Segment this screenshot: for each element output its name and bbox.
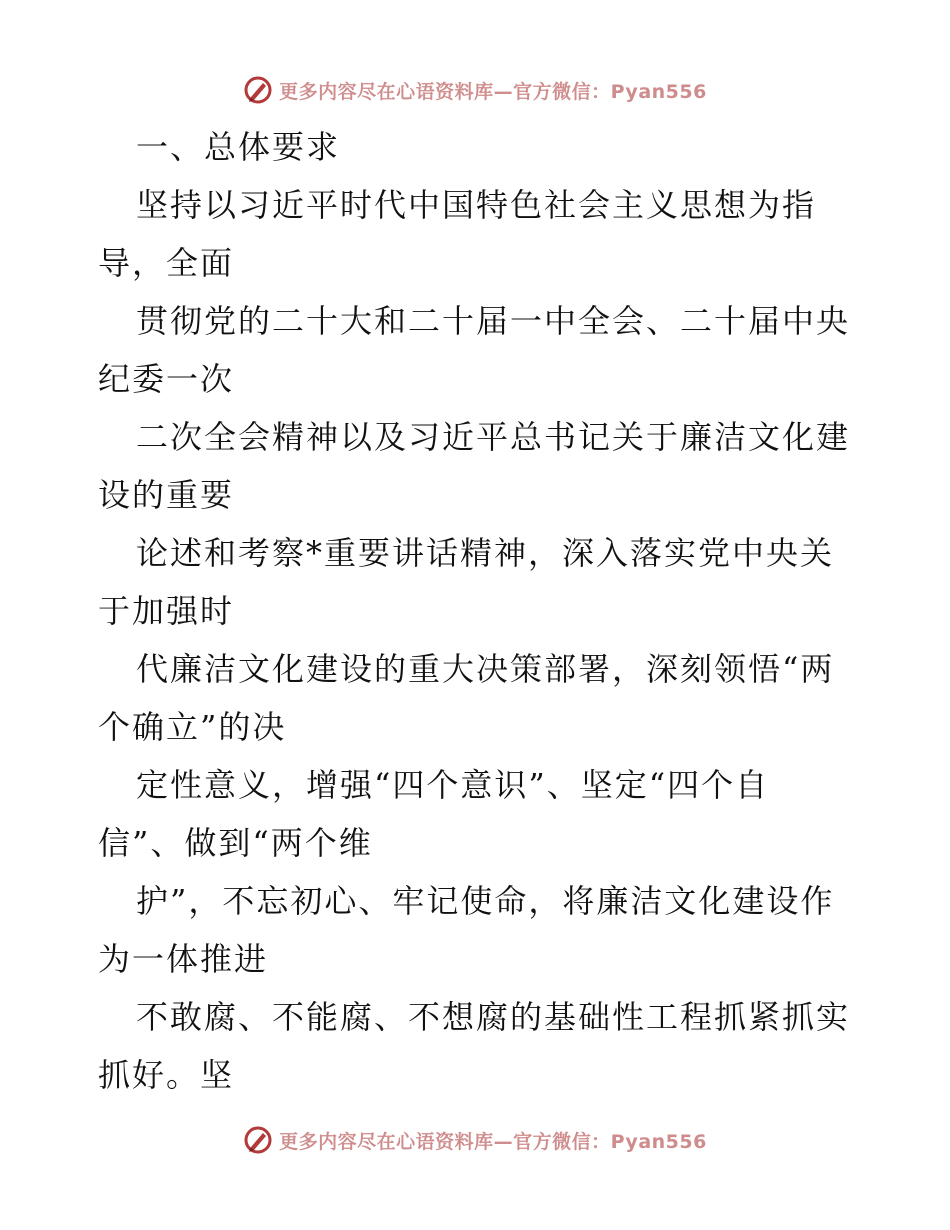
paragraph-line: 抓好。坚	[98, 1056, 235, 1094]
watermark-header	[0, 70, 950, 110]
paragraph-line: 于加强时	[98, 592, 235, 630]
paragraph-line: 代廉洁文化建设的重大决策部署，深刻领悟“两	[136, 650, 835, 688]
watermark-text: 更多内容尽在心语资料库—官方微信：Pyan556	[279, 1130, 707, 1153]
paragraph-line: 信”、做到“两个维	[98, 824, 373, 862]
paragraph-line: 贯彻党的二十大和二十届一中全会、二十届中央	[136, 302, 851, 340]
paragraph-line: 定性意义，增强“四个意识”、坚定“四个自	[136, 766, 770, 804]
paragraph-line: 不敢腐、不能腐、不想腐的基础性工程抓紧抓实	[136, 998, 851, 1036]
document-body	[98, 118, 858, 1104]
paragraph-line: 坚持以习近平时代中国特色社会主义思想为指	[136, 186, 817, 224]
paragraph-line: 个确立”的决	[98, 708, 287, 746]
section-heading: 一、总体要求	[136, 128, 341, 166]
paragraph-line: 二次全会精神以及习近平总书记关于廉洁文化建	[136, 418, 851, 456]
watermark-footer	[0, 1120, 950, 1160]
pen-logo-icon	[243, 75, 273, 105]
watermark-text: 更多内容尽在心语资料库—官方微信：Pyan556	[279, 80, 707, 103]
paragraph-line: 论述和考察*重要讲话精神，深入落实党中央关	[136, 534, 835, 572]
paragraph-line: 护”，不忘初心、牢记使命，将廉洁文化建设作	[136, 882, 835, 920]
paragraph-line: 设的重要	[98, 476, 235, 514]
paragraph-line: 为一体推进	[98, 940, 269, 978]
pen-logo-icon	[243, 1125, 273, 1155]
paragraph-line: 导，全面	[98, 244, 235, 282]
paragraph-line: 纪委一次	[98, 360, 235, 398]
